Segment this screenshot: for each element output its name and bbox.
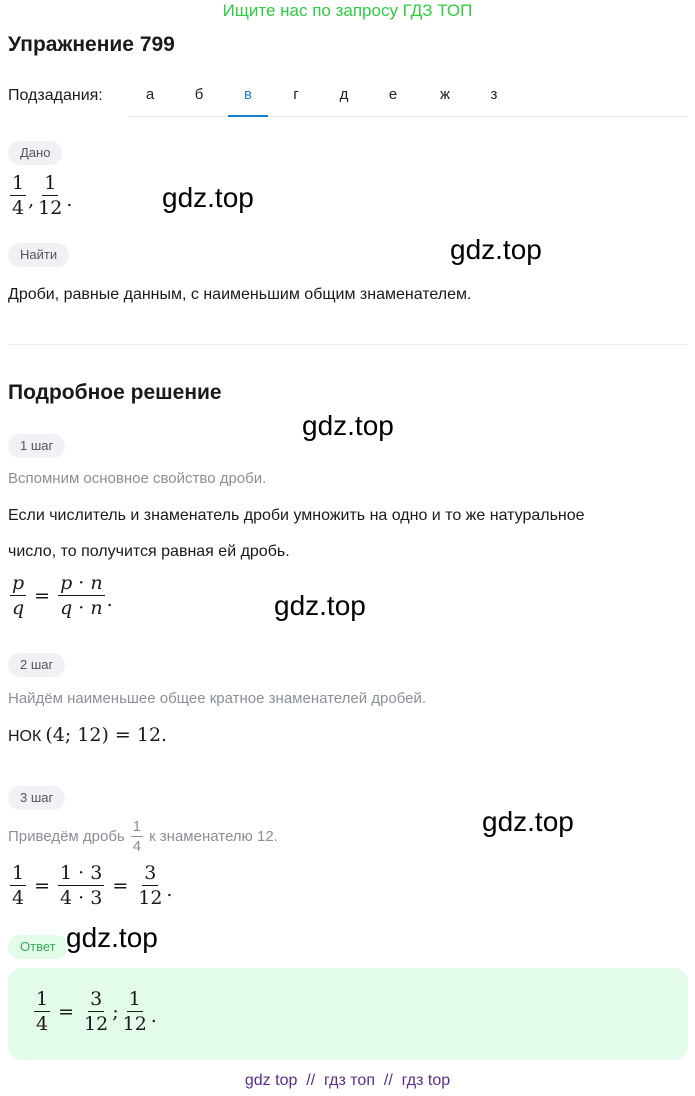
tab-zh[interactable]: ж — [439, 86, 451, 103]
subtasks-tabs — [128, 78, 688, 117]
tab-g[interactable]: г — [293, 86, 299, 103]
subtasks-label: Подзадания: — [8, 87, 103, 104]
find-badge: Найти — [8, 243, 69, 267]
watermark: gdz.top — [302, 410, 394, 441]
watermark: gdz.top — [66, 922, 158, 953]
footer-links[interactable]: gdz top // гдз топ // гдз top — [244, 1072, 451, 1089]
given-math: $\frac{1}{4}$ , $\frac{1}{12}$ . — [12, 172, 73, 219]
step1-math: $\frac{p}{q}$ = $\frac{p \cdot n}{q \cdot n}$ . — [12, 572, 113, 619]
given-badge: Дано — [8, 141, 62, 165]
tab-b[interactable]: б — [194, 86, 204, 103]
step2-hint: Найдём наименьшее общее кратное знаменателей дробей. — [8, 690, 427, 707]
step3-math: $\frac{1}{4}$ = $\frac{1 \cdot 3}{4 \cdot 3}$ = $\frac{3}{12}$ . — [12, 862, 173, 909]
step1-hint: Вспомним основное свойство дроби. — [8, 470, 267, 487]
tab-d[interactable]: д — [339, 86, 349, 103]
answer-box — [8, 968, 688, 1060]
solution-title: Подробное решение — [8, 381, 222, 404]
tab-a[interactable]: а — [145, 86, 155, 103]
step1-line1: Если числитель и знаменатель дроби умножить на одно и то же натуральное — [8, 507, 585, 524]
tab-v[interactable]: в — [244, 86, 252, 103]
watermark: gdz.top — [162, 182, 254, 213]
find-text: Дроби, равные данным, с наименьшим общим знаменателем. — [8, 286, 472, 303]
answer-math: $\frac{1}{4}$ = $\frac{3}{12}$ ; $\frac{1}{12}$ . — [36, 988, 157, 1035]
top-banner: Ищите нас по запросу ГДЗ ТОП — [222, 1, 473, 20]
watermark: gdz.top — [450, 234, 542, 265]
tab-z[interactable]: з — [490, 86, 498, 103]
page-title: Упражнение 799 — [8, 33, 175, 56]
watermark: gdz.top — [274, 590, 366, 621]
step2-math: НОК (4; 12) = 12. — [8, 724, 168, 746]
section-divider — [8, 344, 688, 345]
step1-badge: 1 шаг — [8, 434, 65, 458]
step2-badge: 2 шаг — [8, 653, 65, 677]
step3-badge: 3 шаг — [8, 786, 65, 810]
tab-e[interactable]: е — [388, 86, 398, 103]
step1-line2: число, то получится равная ей дробь. — [8, 543, 290, 560]
step3-hint: Приведём дробь $\frac{1}{4}$ к знаменателю 12. — [8, 818, 278, 855]
answer-badge: Ответ — [8, 935, 68, 959]
active-tab-indicator — [228, 115, 268, 117]
watermark: gdz.top — [482, 806, 574, 837]
